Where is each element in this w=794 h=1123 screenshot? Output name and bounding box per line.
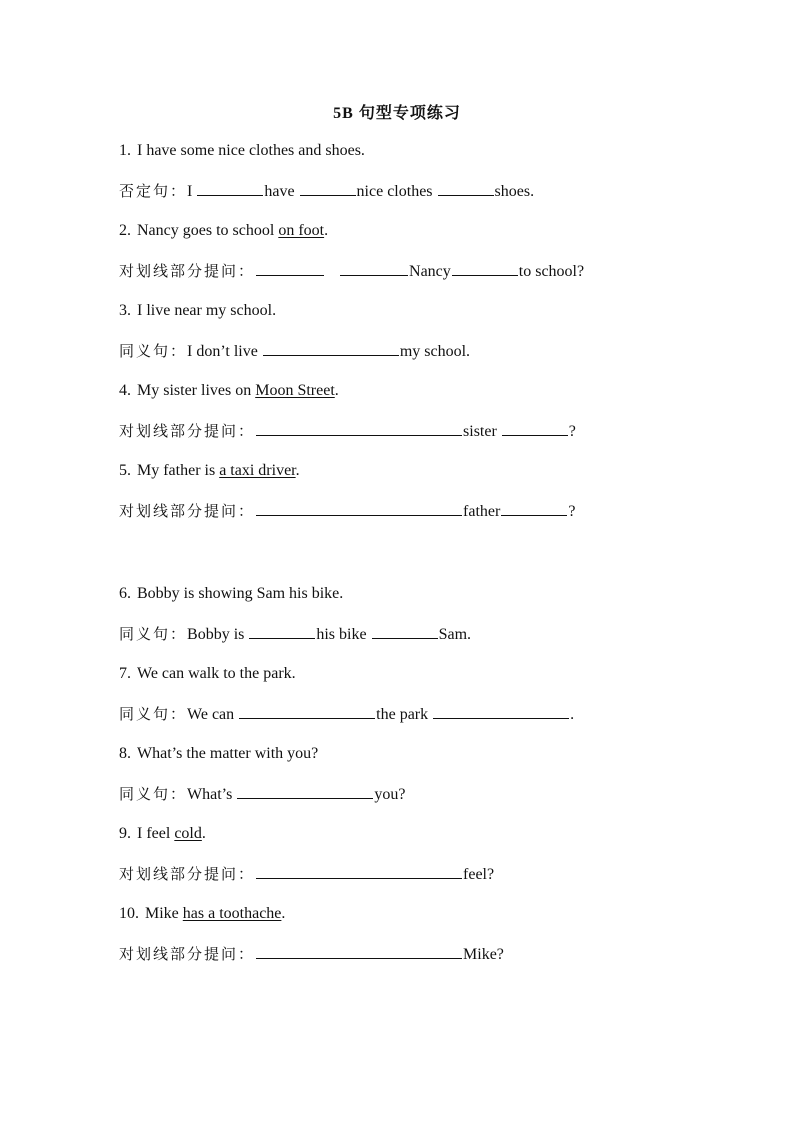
answer-blank[interactable] bbox=[256, 864, 462, 879]
question-text: Bobby is showing Sam his bike. bbox=[137, 585, 344, 602]
underlined-part: a taxi driver bbox=[219, 462, 296, 479]
question-number: 4. bbox=[119, 382, 131, 399]
underlined-part: Moon Street bbox=[255, 382, 335, 399]
answer-text: you? bbox=[374, 786, 406, 803]
answer-7 bbox=[119, 704, 574, 725]
answer-3 bbox=[119, 341, 470, 362]
answer-2 bbox=[119, 261, 584, 282]
instruction-label: 同义句： bbox=[119, 342, 188, 360]
question-6 bbox=[119, 584, 343, 604]
answer-text: father bbox=[463, 503, 501, 520]
answer-text: nice clothes bbox=[356, 183, 437, 200]
question-10 bbox=[119, 904, 285, 924]
instruction-label: 对划线部分提问： bbox=[119, 945, 256, 963]
question-number: 10. bbox=[119, 905, 139, 922]
answer-blank[interactable] bbox=[256, 501, 462, 516]
question-1 bbox=[119, 141, 365, 161]
question-4 bbox=[119, 381, 339, 401]
question-text: . bbox=[324, 222, 329, 239]
question-number: 1. bbox=[119, 142, 131, 159]
answer-blank[interactable] bbox=[501, 501, 567, 516]
question-text: . bbox=[334, 382, 339, 399]
instruction-label: 同义句： bbox=[119, 625, 188, 643]
answer-4 bbox=[119, 421, 576, 442]
answer-blank[interactable] bbox=[300, 181, 356, 196]
answer-text: have bbox=[264, 183, 299, 200]
instruction-label: 对划线部分提问： bbox=[119, 502, 256, 520]
answer-blank[interactable] bbox=[372, 624, 438, 639]
answer-text: I bbox=[187, 183, 197, 200]
question-text: We can walk to the park. bbox=[137, 665, 296, 682]
answer-text: I don’t live bbox=[187, 343, 262, 360]
answer-text: Bobby is bbox=[187, 626, 249, 643]
answer-text: feel? bbox=[463, 866, 495, 883]
question-text: I live near my school. bbox=[137, 302, 277, 319]
question-5 bbox=[119, 461, 300, 481]
question-text: . bbox=[281, 905, 286, 922]
answer-blank[interactable] bbox=[237, 784, 373, 799]
question-7 bbox=[119, 664, 296, 684]
underlined-part: has a toothache bbox=[182, 905, 282, 922]
instruction-label: 同义句： bbox=[119, 705, 188, 723]
answer-9 bbox=[119, 864, 494, 885]
answer-blank[interactable] bbox=[239, 704, 375, 719]
page-title: 5B 句型专项练习 bbox=[333, 105, 461, 122]
answer-text: What’s bbox=[187, 786, 237, 803]
answer-text: my school. bbox=[399, 343, 471, 360]
answer-text: to school? bbox=[518, 263, 585, 280]
answer-text: Nancy bbox=[409, 263, 451, 280]
answer-blank[interactable] bbox=[452, 261, 518, 276]
answer-5 bbox=[119, 501, 575, 522]
answer-6 bbox=[119, 624, 471, 645]
instruction-label: 否定句： bbox=[119, 182, 188, 200]
answer-blank[interactable] bbox=[340, 261, 408, 276]
answer-text: the park bbox=[376, 706, 433, 723]
question-number: 2. bbox=[119, 222, 131, 239]
question-number: 8. bbox=[119, 745, 131, 762]
question-text: . bbox=[295, 462, 300, 479]
question-text: My sister lives on bbox=[137, 382, 256, 399]
answer-1 bbox=[119, 181, 534, 202]
question-number: 6. bbox=[119, 585, 131, 602]
answer-text: . bbox=[570, 706, 575, 723]
answer-blank[interactable] bbox=[256, 944, 462, 959]
instruction-label: 同义句： bbox=[119, 785, 188, 803]
question-text: I feel bbox=[137, 825, 175, 842]
answer-blank[interactable] bbox=[502, 421, 568, 436]
answer-text: ? bbox=[568, 423, 576, 440]
question-3 bbox=[119, 301, 276, 321]
question-text: I have some nice clothes and shoes. bbox=[137, 142, 365, 159]
answer-text: Sam. bbox=[438, 626, 472, 643]
answer-text: We can bbox=[187, 706, 239, 723]
question-number: 7. bbox=[119, 665, 131, 682]
answer-text: shoes. bbox=[494, 183, 535, 200]
answer-text: Mike? bbox=[463, 946, 504, 963]
question-text: . bbox=[201, 825, 206, 842]
instruction-label: 对划线部分提问： bbox=[119, 422, 256, 440]
question-text: Mike bbox=[145, 905, 183, 922]
question-number: 3. bbox=[119, 302, 131, 319]
instruction-label: 对划线部分提问： bbox=[119, 262, 256, 280]
underlined-part: cold bbox=[174, 825, 202, 842]
answer-blank[interactable] bbox=[433, 704, 569, 719]
answer-text: ? bbox=[568, 503, 576, 520]
answer-text: sister bbox=[463, 423, 501, 440]
answer-10 bbox=[119, 944, 504, 965]
answer-blank[interactable] bbox=[263, 341, 399, 356]
answer-blank[interactable] bbox=[256, 261, 324, 276]
answer-blank[interactable] bbox=[256, 421, 462, 436]
question-text: What’s the matter with you? bbox=[137, 745, 319, 762]
question-number: 5. bbox=[119, 462, 131, 479]
answer-blank[interactable] bbox=[197, 181, 263, 196]
question-text: My father is bbox=[137, 462, 220, 479]
question-2 bbox=[119, 221, 328, 241]
question-8 bbox=[119, 744, 318, 764]
answer-8 bbox=[119, 784, 405, 805]
answer-blank[interactable] bbox=[249, 624, 315, 639]
answer-text: his bike bbox=[316, 626, 371, 643]
underlined-part: on foot bbox=[278, 222, 325, 239]
question-text: Nancy goes to school bbox=[137, 222, 279, 239]
question-number: 9. bbox=[119, 825, 131, 842]
answer-blank[interactable] bbox=[438, 181, 494, 196]
question-9 bbox=[119, 824, 206, 844]
instruction-label: 对划线部分提问： bbox=[119, 865, 256, 883]
